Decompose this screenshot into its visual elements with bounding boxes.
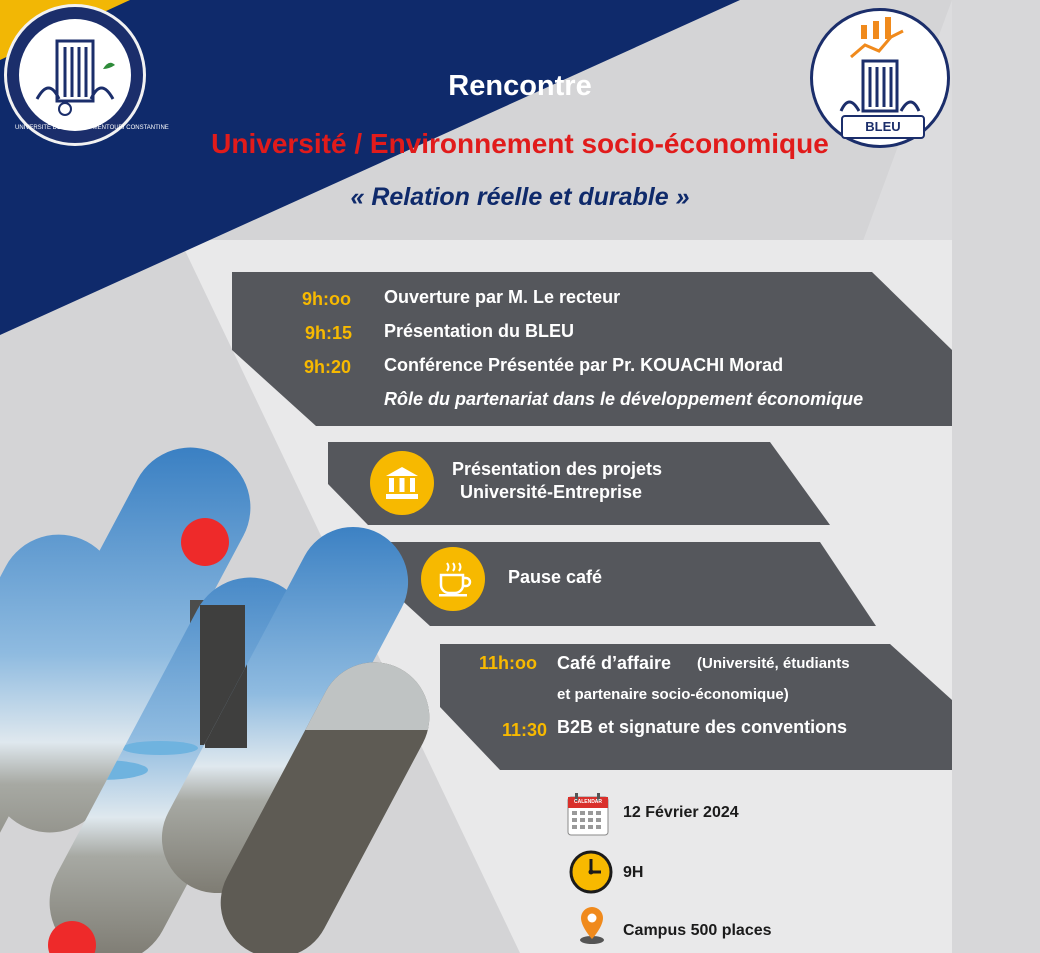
item-bleu: Présentation du BLEU: [384, 321, 575, 341]
item-opening: Ouverture par M. Le recteur: [384, 287, 621, 307]
bank-icon: [370, 451, 434, 515]
time-cafe: 11h:oo: [479, 653, 538, 673]
event-hour: 9H: [623, 864, 644, 881]
clock-icon: [569, 850, 613, 899]
page-subtitle: « Relation réelle et durable »: [350, 183, 690, 211]
coffee-cup-icon: [421, 547, 485, 611]
calendar-icon: [567, 792, 609, 836]
cafe-detail-2: et partenaire socio-économique): [557, 686, 789, 703]
item-conference: Conférence Présentée par Pr. KOUACHI Morad: [384, 355, 784, 375]
event-place: Campus 500 places: [623, 922, 772, 939]
pause-label: Pause café: [508, 567, 603, 587]
projects-line1: Présentation des projets: [452, 459, 663, 479]
page-title: Université / Environnement socio-économique: [211, 128, 829, 159]
time-opening: 9h:oo: [302, 289, 351, 309]
cafe-title: Café d’affaire: [557, 653, 672, 673]
time-bleu: 9h:15: [305, 323, 353, 343]
location-pin-icon: [577, 905, 607, 950]
b2b-label: B2B et signature des conventions: [557, 717, 848, 737]
conference-topic: Rôle du partenariat dans le développement économique: [384, 389, 864, 409]
projects-line2: Université-Entreprise: [460, 482, 643, 502]
calendar-header-text: CALENDAR: [573, 799, 603, 805]
university-logo-arc-text: UNIVERSITÉ DES FRÈRES MENTOURI CONSTANTINE: [15, 125, 169, 131]
heading-rencontre: Rencontre: [448, 70, 592, 102]
time-conference: 9h:20: [304, 357, 352, 377]
time-b2b: 11:30: [502, 720, 548, 740]
cafe-detail-1: (Université, étudiants: [697, 655, 850, 672]
event-date: 12 Février 2024: [623, 804, 739, 821]
bleu-label: BLEU: [841, 115, 925, 139]
